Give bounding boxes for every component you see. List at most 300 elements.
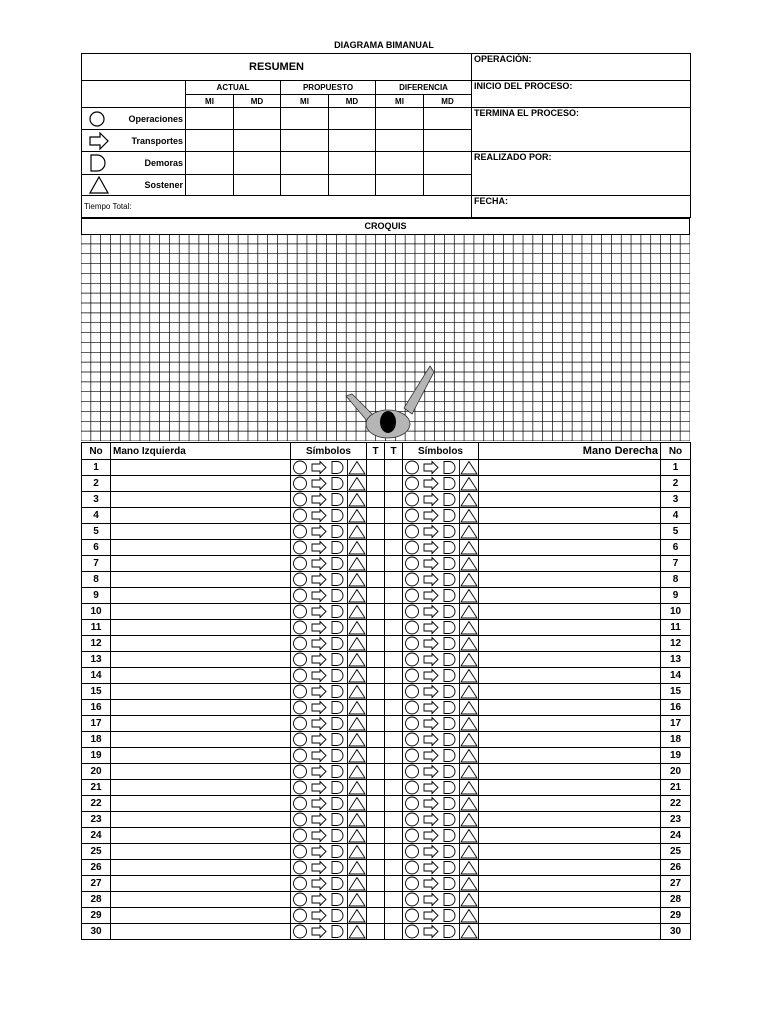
symbols-right-cell[interactable] <box>403 876 479 892</box>
symbols-left-cell[interactable] <box>291 524 367 540</box>
row-number-left: 17 <box>82 716 111 732</box>
time-right-cell[interactable] <box>385 668 403 684</box>
symbols-right-cell[interactable] <box>403 764 479 780</box>
d-shape-icon <box>89 154 107 172</box>
left-hand-cell[interactable] <box>111 748 291 764</box>
symbols-icon-set <box>291 860 367 875</box>
table-row <box>82 828 691 844</box>
time-right-cell[interactable] <box>385 492 403 508</box>
symbols-right-cell[interactable] <box>403 492 479 508</box>
left-hand-cell[interactable] <box>111 812 291 828</box>
symbols-left-cell[interactable] <box>291 844 367 860</box>
right-hand-cell[interactable] <box>479 764 661 780</box>
time-right-cell[interactable] <box>385 508 403 524</box>
sub-md: MD <box>424 95 472 108</box>
symbols-left-cell[interactable] <box>291 780 367 796</box>
total-time-field[interactable]: Tiempo Total: <box>82 196 472 218</box>
left-hand-cell[interactable] <box>111 652 291 668</box>
symbols-icon-set <box>403 620 479 635</box>
summary-cell[interactable] <box>376 175 424 196</box>
operation-field[interactable]: OPERACIÓN: <box>472 54 691 81</box>
symbols-right-cell[interactable] <box>403 924 479 940</box>
row-number-left: 5 <box>82 524 111 540</box>
symbols-left-cell[interactable] <box>291 636 367 652</box>
symbols-right-cell[interactable] <box>403 572 479 588</box>
left-hand-cell[interactable] <box>111 476 291 492</box>
symbols-right-cell[interactable] <box>403 476 479 492</box>
time-right-cell[interactable] <box>385 540 403 556</box>
right-hand-cell[interactable] <box>479 524 661 540</box>
row-number-left: 23 <box>82 812 111 828</box>
croquis-title: CROQUIS <box>81 218 690 235</box>
time-left-cell[interactable] <box>367 892 385 908</box>
summary-cell[interactable] <box>186 108 234 130</box>
left-hand-cell[interactable] <box>111 716 291 732</box>
symbols-left-cell[interactable] <box>291 892 367 908</box>
arrow-icon <box>89 132 109 150</box>
symbols-right-cell[interactable] <box>403 588 479 604</box>
row-number-left: 10 <box>82 604 111 620</box>
time-right-cell[interactable] <box>385 556 403 572</box>
time-left-cell[interactable] <box>367 508 385 524</box>
row-number-left: 7 <box>82 556 111 572</box>
symbols-icon-set <box>291 476 367 491</box>
summary-cell[interactable] <box>281 108 329 130</box>
left-hand-cell[interactable] <box>111 828 291 844</box>
left-hand-cell[interactable] <box>111 908 291 924</box>
symbols-right-cell[interactable] <box>403 844 479 860</box>
symbols-icon-set <box>403 636 479 651</box>
symbols-left-cell[interactable] <box>291 700 367 716</box>
right-hand-cell[interactable] <box>479 844 661 860</box>
right-hand-cell[interactable] <box>479 620 661 636</box>
date-field[interactable]: FECHA: <box>472 196 691 218</box>
process-start-field[interactable]: INICIO DEL PROCESO: <box>472 81 691 108</box>
symbols-left-cell[interactable] <box>291 684 367 700</box>
left-hand-cell[interactable] <box>111 492 291 508</box>
summary-cell[interactable] <box>329 152 376 175</box>
row-number-left: 1 <box>82 460 111 476</box>
made-by-field[interactable]: REALIZADO POR: <box>472 152 691 196</box>
symbols-right-cell[interactable] <box>403 860 479 876</box>
sub-mi: MI <box>281 95 329 108</box>
symbols-right-cell[interactable] <box>403 668 479 684</box>
symbols-left-cell[interactable] <box>291 716 367 732</box>
row-number-left: 30 <box>82 924 111 940</box>
row-number-right: 19 <box>661 748 691 764</box>
header-propuesto: PROPUESTO <box>281 81 376 95</box>
right-hand-cell[interactable] <box>479 476 661 492</box>
right-hand-cell[interactable] <box>479 684 661 700</box>
right-hand-cell[interactable] <box>479 700 661 716</box>
symbols-icon-set <box>291 588 367 603</box>
time-right-cell[interactable] <box>385 780 403 796</box>
time-left-cell[interactable] <box>367 812 385 828</box>
left-hand-cell[interactable] <box>111 700 291 716</box>
right-hand-cell[interactable] <box>479 604 661 620</box>
row-number-right: 22 <box>661 796 691 812</box>
time-left-cell[interactable] <box>367 764 385 780</box>
row-number-left: 18 <box>82 732 111 748</box>
right-hand-cell[interactable] <box>479 876 661 892</box>
summary-cell[interactable] <box>376 152 424 175</box>
summary-cell[interactable] <box>281 152 329 175</box>
right-hand-cell[interactable] <box>479 572 661 588</box>
time-right-cell[interactable] <box>385 604 403 620</box>
summary-cell[interactable] <box>424 130 472 152</box>
symbols-left-cell[interactable] <box>291 588 367 604</box>
symbols-right-cell[interactable] <box>403 780 479 796</box>
left-hand-cell[interactable] <box>111 540 291 556</box>
header-diferencia: DIFERENCIA <box>376 81 472 95</box>
symbols-left-cell[interactable] <box>291 876 367 892</box>
table-row <box>82 860 691 876</box>
row-number-left: 19 <box>82 748 111 764</box>
row-number-left: 20 <box>82 764 111 780</box>
left-hand-cell[interactable] <box>111 556 291 572</box>
symbols-right-cell[interactable] <box>403 684 479 700</box>
left-hand-cell[interactable] <box>111 636 291 652</box>
summary-cell[interactable] <box>186 152 234 175</box>
symbols-left-cell[interactable] <box>291 604 367 620</box>
left-hand-cell[interactable] <box>111 860 291 876</box>
right-hand-cell[interactable] <box>479 540 661 556</box>
symbols-left-cell[interactable] <box>291 668 367 684</box>
time-right-cell[interactable] <box>385 732 403 748</box>
symbols-left-cell[interactable] <box>291 748 367 764</box>
time-left-cell[interactable] <box>367 620 385 636</box>
symbols-left-cell[interactable] <box>291 812 367 828</box>
summary-cell[interactable] <box>234 175 281 196</box>
table-row <box>82 876 691 892</box>
time-left-cell[interactable] <box>367 716 385 732</box>
time-left-cell[interactable] <box>367 556 385 572</box>
right-hand-cell[interactable] <box>479 828 661 844</box>
table-row <box>82 556 691 572</box>
row-number-right: 26 <box>661 860 691 876</box>
summary-cell[interactable] <box>234 130 281 152</box>
left-hand-cell[interactable] <box>111 572 291 588</box>
left-hand-cell[interactable] <box>111 604 291 620</box>
summary-cell[interactable] <box>234 152 281 175</box>
symbols-left-cell[interactable] <box>291 620 367 636</box>
summary-row-label: Transportes <box>131 135 183 146</box>
time-left-cell[interactable] <box>367 748 385 764</box>
symbols-left-cell[interactable] <box>291 556 367 572</box>
right-hand-cell[interactable] <box>479 908 661 924</box>
symbols-icon-set <box>291 892 367 907</box>
time-left-cell[interactable] <box>367 844 385 860</box>
left-hand-cell[interactable] <box>111 924 291 940</box>
operator-figure-icon <box>344 364 436 442</box>
symbols-icon-set <box>403 828 479 843</box>
time-left-cell[interactable] <box>367 604 385 620</box>
symbols-icon-set <box>403 684 479 699</box>
summary-cell[interactable] <box>329 108 376 130</box>
symbols-right-cell[interactable] <box>403 556 479 572</box>
time-right-cell[interactable] <box>385 620 403 636</box>
time-left-cell[interactable] <box>367 476 385 492</box>
symbols-left-cell[interactable] <box>291 828 367 844</box>
symbols-icon-set <box>291 524 367 539</box>
time-left-cell[interactable] <box>367 876 385 892</box>
right-hand-cell[interactable] <box>479 892 661 908</box>
symbols-icon-set <box>291 796 367 811</box>
time-right-cell[interactable] <box>385 524 403 540</box>
right-hand-cell[interactable] <box>479 652 661 668</box>
symbols-left-cell[interactable] <box>291 492 367 508</box>
left-hand-cell[interactable] <box>111 764 291 780</box>
row-number-right: 11 <box>661 620 691 636</box>
time-right-cell[interactable] <box>385 748 403 764</box>
time-left-cell[interactable] <box>367 924 385 940</box>
table-row <box>82 620 691 636</box>
time-right-cell[interactable] <box>385 460 403 476</box>
summary-cell[interactable] <box>329 130 376 152</box>
symbols-left-cell[interactable] <box>291 924 367 940</box>
time-left-cell[interactable] <box>367 524 385 540</box>
time-right-cell[interactable] <box>385 716 403 732</box>
time-left-cell[interactable] <box>367 732 385 748</box>
time-right-cell[interactable] <box>385 796 403 812</box>
symbols-icon-set <box>403 876 479 891</box>
right-hand-cell[interactable] <box>479 716 661 732</box>
symbols-icon-set <box>403 748 479 763</box>
summary-cell[interactable] <box>234 108 281 130</box>
header-t-left: T <box>367 443 385 460</box>
left-hand-cell[interactable] <box>111 780 291 796</box>
symbols-icon-set <box>403 860 479 875</box>
left-hand-cell[interactable] <box>111 892 291 908</box>
right-hand-cell[interactable] <box>479 732 661 748</box>
row-number-right: 5 <box>661 524 691 540</box>
symbols-icon-set <box>291 844 367 859</box>
time-right-cell[interactable] <box>385 764 403 780</box>
time-left-cell[interactable] <box>367 588 385 604</box>
summary-cell[interactable] <box>281 175 329 196</box>
summary-cell[interactable] <box>376 130 424 152</box>
symbols-left-cell[interactable] <box>291 908 367 924</box>
right-hand-cell[interactable] <box>479 796 661 812</box>
row-number-left: 28 <box>82 892 111 908</box>
time-right-cell[interactable] <box>385 924 403 940</box>
table-row <box>82 572 691 588</box>
right-hand-cell[interactable] <box>479 668 661 684</box>
symbols-right-cell[interactable] <box>403 540 479 556</box>
row-number-right: 18 <box>661 732 691 748</box>
time-right-cell[interactable] <box>385 876 403 892</box>
time-right-cell[interactable] <box>385 908 403 924</box>
table-row <box>82 748 691 764</box>
row-number-right: 2 <box>661 476 691 492</box>
table-row <box>82 700 691 716</box>
row-number-right: 16 <box>661 700 691 716</box>
symbols-left-cell[interactable] <box>291 796 367 812</box>
right-hand-cell[interactable] <box>479 812 661 828</box>
summary-cell[interactable] <box>424 175 472 196</box>
row-number-right: 9 <box>661 588 691 604</box>
table-row <box>82 780 691 796</box>
time-right-cell[interactable] <box>385 636 403 652</box>
row-number-right: 13 <box>661 652 691 668</box>
symbols-icon-set <box>403 716 479 731</box>
header-no-left: No <box>82 443 111 460</box>
symbols-left-cell[interactable] <box>291 572 367 588</box>
time-right-cell[interactable] <box>385 860 403 876</box>
symbols-icon-set <box>403 700 479 715</box>
row-number-right: 3 <box>661 492 691 508</box>
row-number-right: 12 <box>661 636 691 652</box>
symbols-icon-set <box>403 540 479 555</box>
left-hand-cell[interactable] <box>111 620 291 636</box>
symbols-right-cell[interactable] <box>403 908 479 924</box>
row-number-left: 22 <box>82 796 111 812</box>
right-hand-cell[interactable] <box>479 924 661 940</box>
row-number-left: 2 <box>82 476 111 492</box>
sub-md: MD <box>234 95 281 108</box>
row-number-right: 29 <box>661 908 691 924</box>
time-left-cell[interactable] <box>367 540 385 556</box>
time-left-cell[interactable] <box>367 492 385 508</box>
summary-cell[interactable] <box>424 108 472 130</box>
time-left-cell[interactable] <box>367 572 385 588</box>
time-left-cell[interactable] <box>367 652 385 668</box>
time-left-cell[interactable] <box>367 796 385 812</box>
left-hand-cell[interactable] <box>111 844 291 860</box>
right-hand-cell[interactable] <box>479 556 661 572</box>
symbols-left-cell[interactable] <box>291 460 367 476</box>
right-hand-cell[interactable] <box>479 588 661 604</box>
left-hand-cell[interactable] <box>111 588 291 604</box>
time-left-cell[interactable] <box>367 460 385 476</box>
symbols-right-cell[interactable] <box>403 716 479 732</box>
summary-cell[interactable] <box>376 108 424 130</box>
time-left-cell[interactable] <box>367 780 385 796</box>
left-hand-cell[interactable] <box>111 684 291 700</box>
symbols-icon-set <box>291 684 367 699</box>
summary-cell[interactable] <box>424 152 472 175</box>
right-hand-cell[interactable] <box>479 636 661 652</box>
right-hand-cell[interactable] <box>479 780 661 796</box>
row-number-left: 11 <box>82 620 111 636</box>
symbols-right-cell[interactable] <box>403 604 479 620</box>
right-hand-cell[interactable] <box>479 748 661 764</box>
row-number-right: 27 <box>661 876 691 892</box>
symbols-icon-set <box>291 620 367 635</box>
right-hand-cell[interactable] <box>479 492 661 508</box>
sub-md: MD <box>329 95 376 108</box>
symbols-icon-set <box>291 812 367 827</box>
symbols-icon-set <box>403 460 479 475</box>
time-left-cell[interactable] <box>367 636 385 652</box>
symbols-right-cell[interactable] <box>403 636 479 652</box>
summary-cell[interactable] <box>329 175 376 196</box>
symbols-right-cell[interactable] <box>403 812 479 828</box>
symbols-icon-set <box>291 908 367 923</box>
time-left-cell[interactable] <box>367 700 385 716</box>
symbols-icon-set <box>403 668 479 683</box>
time-left-cell[interactable] <box>367 668 385 684</box>
symbols-left-cell[interactable] <box>291 652 367 668</box>
time-right-cell[interactable] <box>385 684 403 700</box>
symbols-right-cell[interactable] <box>403 892 479 908</box>
summary-row-label: Demoras <box>144 158 183 168</box>
process-end-field[interactable]: TERMINA EL PROCESO: <box>472 108 691 152</box>
symbols-right-cell[interactable] <box>403 508 479 524</box>
row-number-left: 15 <box>82 684 111 700</box>
summary-row-operaciones <box>82 108 186 130</box>
symbols-icon-set <box>291 668 367 683</box>
time-right-cell[interactable] <box>385 892 403 908</box>
symbols-left-cell[interactable] <box>291 764 367 780</box>
symbols-left-cell[interactable] <box>291 860 367 876</box>
table-row <box>82 508 691 524</box>
left-hand-cell[interactable] <box>111 732 291 748</box>
summary-cell[interactable] <box>281 130 329 152</box>
left-hand-cell[interactable] <box>111 524 291 540</box>
symbols-right-cell[interactable] <box>403 460 479 476</box>
header-actual: ACTUAL <box>186 81 281 95</box>
symbols-right-cell[interactable] <box>403 652 479 668</box>
time-left-cell[interactable] <box>367 684 385 700</box>
symbols-icon-set <box>291 876 367 891</box>
symbols-right-cell[interactable] <box>403 524 479 540</box>
time-right-cell[interactable] <box>385 828 403 844</box>
symbols-right-cell[interactable] <box>403 828 479 844</box>
summary-corner <box>82 81 186 108</box>
time-right-cell[interactable] <box>385 476 403 492</box>
time-left-cell[interactable] <box>367 860 385 876</box>
symbols-right-cell[interactable] <box>403 732 479 748</box>
symbols-right-cell[interactable] <box>403 796 479 812</box>
summary-cell[interactable] <box>186 130 234 152</box>
row-number-left: 26 <box>82 860 111 876</box>
time-left-cell[interactable] <box>367 908 385 924</box>
symbols-left-cell[interactable] <box>291 508 367 524</box>
left-hand-cell[interactable] <box>111 796 291 812</box>
left-hand-cell[interactable] <box>111 460 291 476</box>
time-right-cell[interactable] <box>385 572 403 588</box>
row-number-right: 24 <box>661 828 691 844</box>
symbols-left-cell[interactable] <box>291 540 367 556</box>
symbols-right-cell[interactable] <box>403 748 479 764</box>
symbols-icon-set <box>403 476 479 491</box>
sub-mi: MI <box>186 95 234 108</box>
time-right-cell[interactable] <box>385 652 403 668</box>
row-number-right: 20 <box>661 764 691 780</box>
symbols-left-cell[interactable] <box>291 732 367 748</box>
time-left-cell[interactable] <box>367 828 385 844</box>
summary-cell[interactable] <box>186 175 234 196</box>
table-row <box>82 668 691 684</box>
symbols-right-cell[interactable] <box>403 700 479 716</box>
symbols-right-cell[interactable] <box>403 620 479 636</box>
time-right-cell[interactable] <box>385 844 403 860</box>
time-right-cell[interactable] <box>385 700 403 716</box>
right-hand-cell[interactable] <box>479 860 661 876</box>
right-hand-cell[interactable] <box>479 508 661 524</box>
left-hand-cell[interactable] <box>111 508 291 524</box>
time-right-cell[interactable] <box>385 812 403 828</box>
symbols-icon-set <box>291 604 367 619</box>
row-number-left: 13 <box>82 652 111 668</box>
time-right-cell[interactable] <box>385 588 403 604</box>
left-hand-cell[interactable] <box>111 668 291 684</box>
right-hand-cell[interactable] <box>479 460 661 476</box>
table-row <box>82 588 691 604</box>
symbols-left-cell[interactable] <box>291 476 367 492</box>
left-hand-cell[interactable] <box>111 876 291 892</box>
